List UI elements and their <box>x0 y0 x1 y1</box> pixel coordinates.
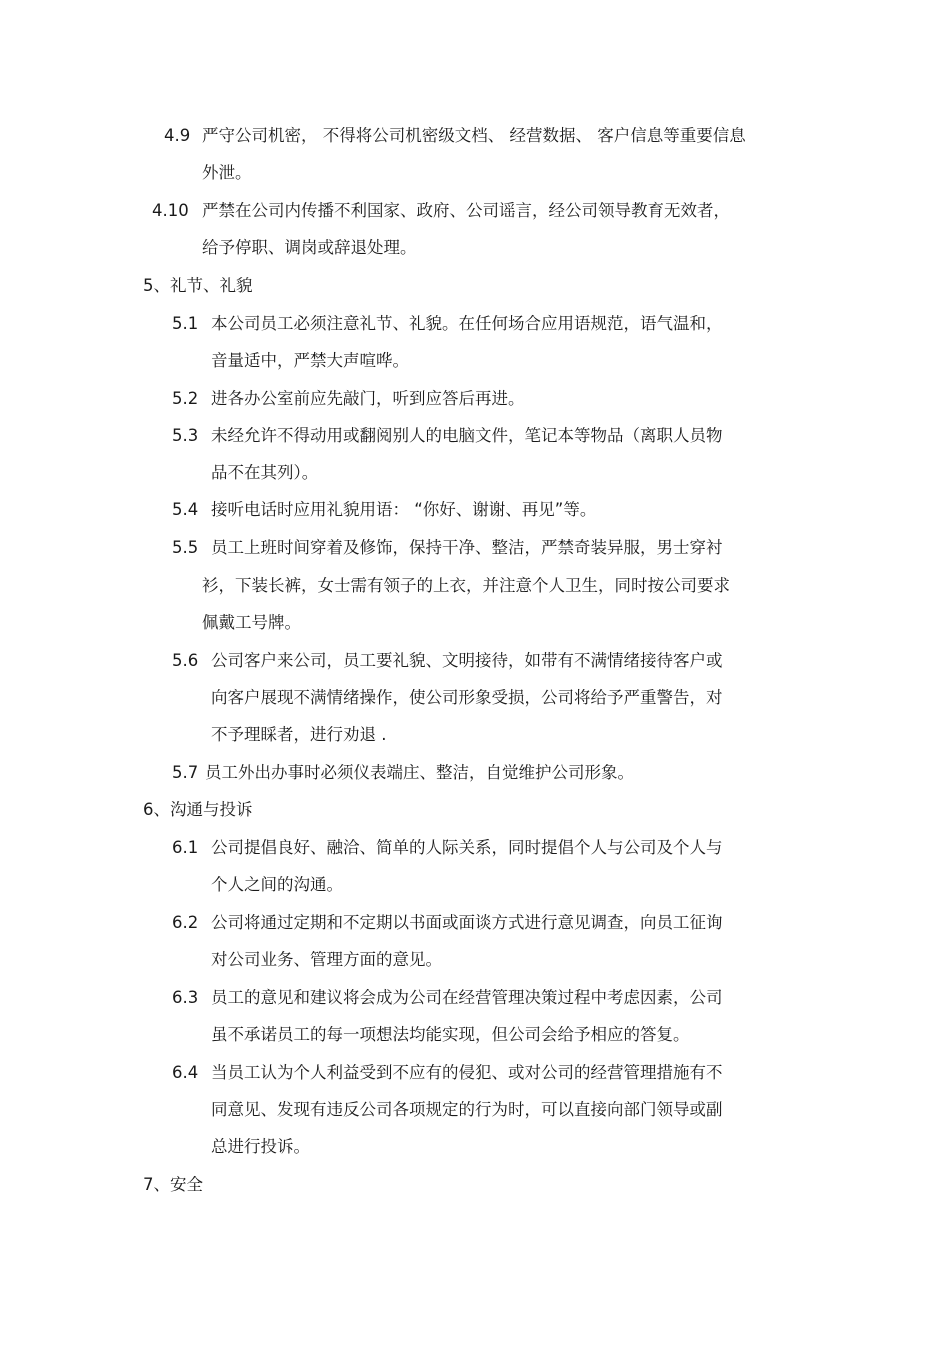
clause-text: 外泄。 <box>202 163 252 182</box>
clause-text: 未经允许不得动用或翻阅别人的电脑文件，笔记本等物品（离职人员物 <box>211 426 723 445</box>
clause-text: 公司客户来公司，员工要礼貌、文明接待，如带有不满情绪接待客户或 <box>211 651 723 670</box>
clause-text: 品不在其列）。 <box>211 463 319 482</box>
clause-number: 5.4 <box>172 500 199 519</box>
clause-text: 衫，下装长裤，女士需有领子的上衣，并注意个人卫生，同时按公司要求 <box>202 576 730 595</box>
clause-text: 对公司业务、管理方面的意见。 <box>211 950 442 969</box>
clause-number: 5.6 <box>172 651 199 670</box>
clause-number: 6.2 <box>172 913 199 932</box>
section-heading: 5、礼节、礼貌 <box>143 276 253 295</box>
clause-number: 4.10 <box>152 201 189 220</box>
clause-text: 本公司员工必须注意礼节、礼貌。在任何场合应用语规范，语气温和， <box>211 314 723 333</box>
clause-number: 6.1 <box>172 838 199 857</box>
clause-text: 佩戴工号牌。 <box>202 613 301 632</box>
clause-number: 5.2 <box>172 389 199 408</box>
clause-number: 4.9 <box>164 126 191 145</box>
clause-text: 不予理睬者，进行劝退 . <box>211 725 387 744</box>
clause-text: 虽不承诺员工的每一项想法均能实现，但公司会给予相应的答复。 <box>211 1025 690 1044</box>
clause-text: 进各办公室前应先敲门，听到应答后再进。 <box>211 389 525 408</box>
clause-number: 5.7 <box>172 763 199 782</box>
clause-number: 5.3 <box>172 426 199 445</box>
clause-number: 6.3 <box>172 988 199 1007</box>
section-heading: 6、沟通与投诉 <box>143 800 253 819</box>
clause-text: 给予停职、调岗或辞退处理。 <box>202 238 417 257</box>
clause-text: 公司提倡良好、融洽、简单的人际关系，同时提倡个人与公司及个人与 <box>211 838 723 857</box>
clause-text: 个人之间的沟通。 <box>211 875 343 894</box>
clause-text: 同意见、发现有违反公司各项规定的行为时，可以直接向部门领导或副 <box>211 1100 723 1119</box>
section-heading: 7、安全 <box>143 1175 203 1194</box>
clause-text: 音量适中，严禁大声喧哗。 <box>211 351 409 370</box>
clause-text: 员工的意见和建议将会成为公司在经营管理决策过程中考虑因素，公司 <box>211 988 723 1007</box>
clause-number: 5.1 <box>172 314 199 333</box>
clause-text: 严禁在公司内传播不利国家、政府、公司谣言，经公司领导教育无效者， <box>202 201 730 220</box>
clause-text: 员工外出办事时必须仪表端庄、整洁，自觉维护公司形象。 <box>205 763 634 782</box>
clause-number: 5.5 <box>172 538 199 557</box>
clause-text: 接听电话时应用礼貌用语： “你好、谢谢、再见”等。 <box>211 500 597 519</box>
clause-text: 员工上班时间穿着及修饰，保持干净、整洁，严禁奇装异服，男士穿衬 <box>211 538 723 557</box>
clause-number: 6.4 <box>172 1063 199 1082</box>
clause-text: 总进行投诉。 <box>211 1137 310 1156</box>
clause-text: 当员工认为个人利益受到不应有的侵犯、或对公司的经营管理措施有不 <box>211 1063 723 1082</box>
clause-text: 向客户展现不满情绪操作，使公司形象受损，公司将给予严重警告，对 <box>211 688 723 707</box>
clause-text: 公司将通过定期和不定期以书面或面谈方式进行意见调查，向员工征询 <box>211 913 723 932</box>
clause-text: 严守公司机密， 不得将公司机密级文档、 经营数据、 客户信息等重要信息 <box>202 126 746 145</box>
